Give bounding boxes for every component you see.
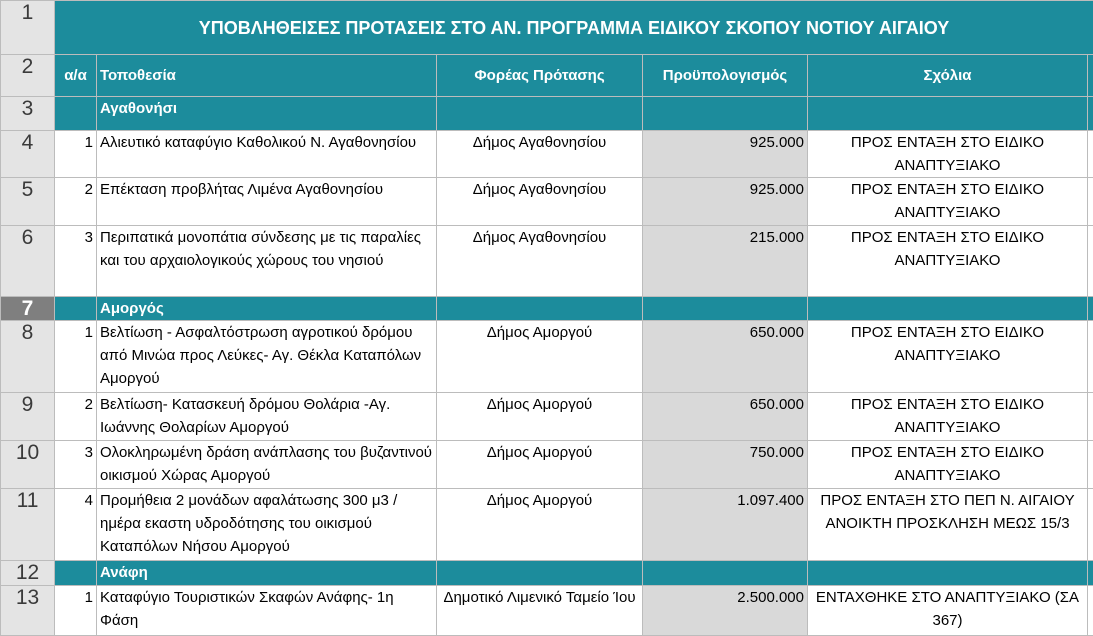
sheet-row-2	[1, 55, 1093, 97]
group-amorgos-cell[interactable]: Αμοργός	[97, 297, 437, 321]
extra-cell[interactable]	[1088, 586, 1093, 636]
comments-cell[interactable]: ΠΡΟΣ ΕΝΤΑΞΗ ΣΤΟ ΕΙΔΙΚΟ ΑΝΑΠΤΥΞΙΑΚΟ	[808, 441, 1088, 489]
table-row	[1, 321, 1093, 393]
group-agency-cell[interactable]	[437, 97, 643, 131]
table-row	[1, 131, 1093, 178]
table-row	[1, 441, 1093, 489]
table-row	[1, 393, 1093, 441]
location-cell[interactable]: Προμήθεια 2 μονάδων αφαλάτωσης 300 μ3 / ημέρα εκαστη υδροδότησης του οικισμού Καταπόλων Νήσου Αμοργού	[97, 489, 437, 561]
row-header-11[interactable]: 11	[1, 489, 55, 561]
location-cell[interactable]: Βελτίωση- Κατασκευή δρόμου Θολάρια -Αγ. Ιωάννης Θολαρίων Αμοργού	[97, 393, 437, 441]
comments-cell[interactable]: ΠΡΟΣ ΕΝΤΑΞΗ ΣΤΟ ΕΙΔΙΚΟ ΑΝΑΠΤΥΞΙΑΚΟ	[808, 321, 1088, 393]
aa-cell[interactable]: 1	[55, 586, 97, 636]
extra-cell[interactable]	[1088, 489, 1093, 561]
group-anafi-cell[interactable]: Ανάφη	[97, 561, 437, 586]
sheet-row-3	[1, 97, 1093, 131]
aa-cell[interactable]: 2	[55, 393, 97, 441]
row-header-9[interactable]: 9	[1, 393, 55, 441]
group-budget-cell[interactable]	[643, 561, 808, 586]
header-agency-cell[interactable]: Φορέας Πρότασης	[437, 55, 643, 97]
extra-cell[interactable]	[1088, 226, 1093, 297]
location-cell[interactable]: Καταφύγιο Τουριστικών Σκαφών Ανάφης- 1η Φάση	[97, 586, 437, 636]
extra-cell[interactable]	[1088, 393, 1093, 441]
agency-cell[interactable]: Δήμος Αγαθονησίου	[437, 178, 643, 226]
budget-cell[interactable]: 925.000	[643, 131, 808, 178]
table-row	[1, 226, 1093, 297]
comments-cell[interactable]: ΠΡΟΣ ΕΝΤΑΞΗ ΣΤΟ ΕΙΔΙΚΟ ΑΝΑΠΤΥΞΙΑΚΟ	[808, 393, 1088, 441]
header-aa-cell[interactable]: α/α	[55, 55, 97, 97]
extra-cell[interactable]	[1088, 441, 1093, 489]
comments-cell[interactable]: ΕΝΤΑΧΘΗΚΕ ΣΤΟ ΑΝΑΠΤΥΞΙΑΚΟ (ΣΑ 367)	[808, 586, 1088, 636]
header-comments-cell[interactable]: Σχόλια	[808, 55, 1088, 97]
budget-cell[interactable]: 215.000	[643, 226, 808, 297]
location-cell[interactable]: Βελτίωση - Ασφαλτόστρωση αγροτικού δρόμου από Μινώα προς Λεύκες- Αγ. Θέκλα Καταπόλων Αμοργού	[97, 321, 437, 393]
agency-cell[interactable]: Δημοτικό Λιμενικό Ταμείο Ίου	[437, 586, 643, 636]
budget-cell[interactable]: 2.500.000	[643, 586, 808, 636]
budget-cell[interactable]: 650.000	[643, 321, 808, 393]
header-budget-cell[interactable]: Προϋπολογισμός	[643, 55, 808, 97]
row-header-1[interactable]: 1	[1, 1, 55, 55]
comments-cell[interactable]: ΠΡΟΣ ΕΝΤΑΞΗ ΣΤΟ ΕΙΔΙΚΟ ΑΝΑΠΤΥΞΙΑΚΟ	[808, 226, 1088, 297]
row-header-5[interactable]: 5	[1, 178, 55, 226]
budget-cell[interactable]: 650.000	[643, 393, 808, 441]
location-cell[interactable]: Επέκταση προβλήτας Λιμένα Αγαθονησίου	[97, 178, 437, 226]
agency-cell[interactable]: Δήμος Αμοργού	[437, 441, 643, 489]
budget-cell[interactable]: 925.000	[643, 178, 808, 226]
aa-cell[interactable]: 1	[55, 131, 97, 178]
agency-cell[interactable]: Δήμος Αγαθονησίου	[437, 226, 643, 297]
row-header-6[interactable]: 6	[1, 226, 55, 297]
group-aa-cell[interactable]	[55, 97, 97, 131]
aa-cell[interactable]: 2	[55, 178, 97, 226]
sheet-title-cell[interactable]: ΥΠΟΒΛΗΘΕΙΣΕΣ ΠΡΟΤΑΣΕΙΣ ΣΤΟ ΑΝ. ΠΡΟΓΡΑΜΜΑ ΕΙΔΙΚΟΥ ΣΚΟΠΟΥ ΝΟΤΙΟΥ ΑΙΓΑΙΟΥ	[55, 1, 1093, 55]
aa-cell[interactable]: 1	[55, 321, 97, 393]
sheet-row-7	[1, 297, 1093, 321]
comments-cell[interactable]: ΠΡΟΣ ΕΝΤΑΞΗ ΣΤΟ ΕΙΔΙΚΟ ΑΝΑΠΤΥΞΙΑΚΟ	[808, 178, 1088, 226]
aa-cell[interactable]: 4	[55, 489, 97, 561]
extra-cell[interactable]	[1088, 131, 1093, 178]
group-extra-cell[interactable]	[1088, 97, 1093, 131]
agency-cell[interactable]: Δήμος Αγαθονησίου	[437, 131, 643, 178]
row-header-7[interactable]: 7	[1, 297, 55, 321]
group-aa-cell[interactable]	[55, 297, 97, 321]
extra-cell[interactable]	[1088, 321, 1093, 393]
comments-cell[interactable]: ΠΡΟΣ ΕΝΤΑΞΗ ΣΤΟ ΕΙΔΙΚΟ ΑΝΑΠΤΥΞΙΑΚΟ	[808, 131, 1088, 178]
group-budget-cell[interactable]	[643, 97, 808, 131]
header-extra-cell[interactable]	[1088, 55, 1093, 97]
row-header-2[interactable]: 2	[1, 55, 55, 97]
location-cell[interactable]: Αλιευτικό καταφύγιο Καθολικού Ν. Αγαθονησίου	[97, 131, 437, 178]
sheet-row-1	[1, 1, 1093, 55]
group-agathonisi-cell[interactable]: Αγαθονήσι	[97, 97, 437, 131]
row-header-8[interactable]: 8	[1, 321, 55, 393]
row-header-4[interactable]: 4	[1, 131, 55, 178]
group-budget-cell[interactable]	[643, 297, 808, 321]
row-header-12[interactable]: 12	[1, 561, 55, 586]
agency-cell[interactable]: Δήμος Αμοργού	[437, 393, 643, 441]
row-header-3[interactable]: 3	[1, 97, 55, 131]
comments-cell[interactable]: ΠΡΟΣ ΕΝΤΑΞΗ ΣΤΟ ΠΕΠ Ν. ΑΙΓΑΙΟΥ ΑΝΟΙΚΤΗ ΠΡΟΣΚΛΗΣΗ ΜΕΩΣ 15/3	[808, 489, 1088, 561]
agency-cell[interactable]: Δήμος Αμοργού	[437, 321, 643, 393]
group-comments-cell[interactable]	[808, 97, 1088, 131]
sheet-row-12	[1, 561, 1093, 586]
extra-cell[interactable]	[1088, 178, 1093, 226]
agency-cell[interactable]: Δήμος Αμοργού	[437, 489, 643, 561]
budget-cell[interactable]: 750.000	[643, 441, 808, 489]
group-extra-cell[interactable]	[1088, 561, 1093, 586]
table-row	[1, 489, 1093, 561]
group-agency-cell[interactable]	[437, 561, 643, 586]
group-extra-cell[interactable]	[1088, 297, 1093, 321]
location-cell[interactable]: Ολοκληρωμένη δράση ανάπλασης του βυζαντινού οικισμού Χώρας Αμοργού	[97, 441, 437, 489]
aa-cell[interactable]: 3	[55, 226, 97, 297]
budget-cell[interactable]: 1.097.400	[643, 489, 808, 561]
aa-cell[interactable]: 3	[55, 441, 97, 489]
group-aa-cell[interactable]	[55, 561, 97, 586]
group-agency-cell[interactable]	[437, 297, 643, 321]
header-location-cell[interactable]: Τοποθεσία	[97, 55, 437, 97]
row-header-13[interactable]: 13	[1, 586, 55, 636]
group-comments-cell[interactable]	[808, 297, 1088, 321]
location-cell[interactable]: Περιπατικά μονοπάτια σύνδεσης με τις παραλίες και του αρχαιολογικούς χώρους του νησιού	[97, 226, 437, 297]
table-row	[1, 586, 1093, 636]
group-comments-cell[interactable]	[808, 561, 1088, 586]
table-row	[1, 178, 1093, 226]
row-header-10[interactable]: 10	[1, 441, 55, 489]
